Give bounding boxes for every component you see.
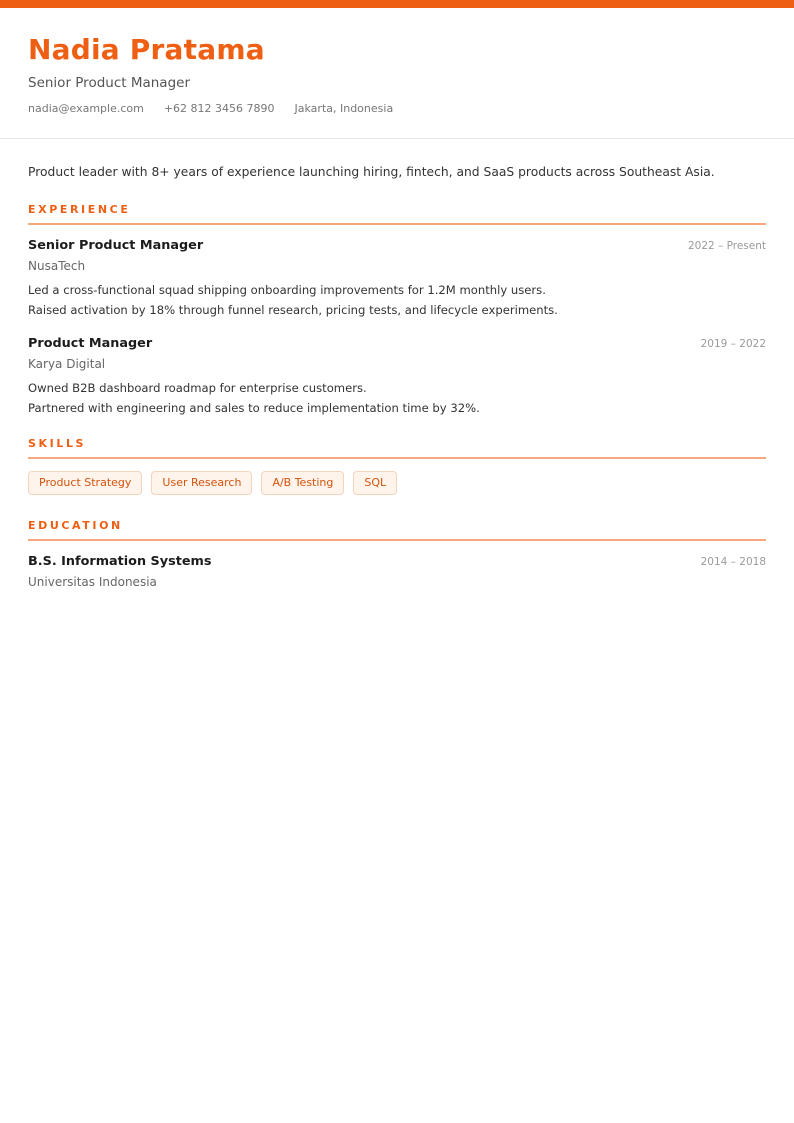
experience-entry	[28, 334, 766, 418]
skill-tag: SQL	[353, 471, 397, 495]
section-rule	[28, 457, 766, 459]
job-dates: 2019 – 2022	[700, 338, 766, 350]
section-heading-education: EDUCATION	[28, 519, 123, 532]
skill-tag: Product Strategy	[28, 471, 142, 495]
contact-row	[28, 100, 766, 118]
job-bullets	[28, 280, 766, 320]
section-heading-experience: EXPERIENCE	[28, 203, 131, 216]
skill-tag: User Research	[151, 471, 252, 495]
skill-tag: A/B Testing	[261, 471, 344, 495]
job-bullet: Raised activation by 18% through funnel research, pricing tests, and lifecycle experiments.	[28, 303, 558, 317]
education-school: Universitas Indonesia	[28, 575, 157, 589]
skill-tags	[28, 471, 766, 495]
candidate-title: Senior Product Manager	[28, 75, 191, 91]
job-role: Product Manager	[28, 336, 153, 351]
job-bullet: Owned B2B dashboard roadmap for enterprise customers.	[28, 381, 367, 395]
header-divider	[0, 138, 794, 139]
job-company: NusaTech	[28, 259, 86, 273]
experience-section	[28, 202, 766, 418]
job-dates: 2022 – Present	[687, 240, 766, 252]
contact-email[interactable]: nadia@example.com	[28, 102, 144, 115]
education-dates: 2014 – 2018	[700, 556, 766, 568]
section-rule	[28, 223, 766, 225]
job-bullet: Led a cross-functional squad shipping onboarding improvements for 1.2M monthly users.	[28, 283, 546, 297]
job-bullets	[28, 378, 766, 418]
candidate-name: Nadia Pratama	[28, 33, 265, 66]
profile-summary: Product leader with 8+ years of experience launching hiring, fintech, and SaaS products across Southeast Asia.	[28, 165, 715, 179]
job-role: Senior Product Manager	[28, 238, 204, 253]
education-section	[28, 518, 766, 592]
contact-location: Jakarta, Indonesia	[294, 102, 394, 115]
education-degree: B.S. Information Systems	[28, 554, 212, 569]
job-company: Karya Digital	[28, 357, 106, 371]
job-bullet: Partnered with engineering and sales to reduce implementation time by 32%.	[28, 401, 480, 415]
contact-phone[interactable]: +62 812 3456 7890	[163, 102, 275, 115]
section-rule	[28, 539, 766, 541]
accent-top-bar	[0, 0, 794, 8]
resume-header	[28, 30, 766, 118]
skills-section	[28, 436, 766, 495]
section-heading-skills: SKILLS	[28, 437, 87, 450]
experience-entry	[28, 236, 766, 320]
education-entry	[28, 552, 766, 592]
